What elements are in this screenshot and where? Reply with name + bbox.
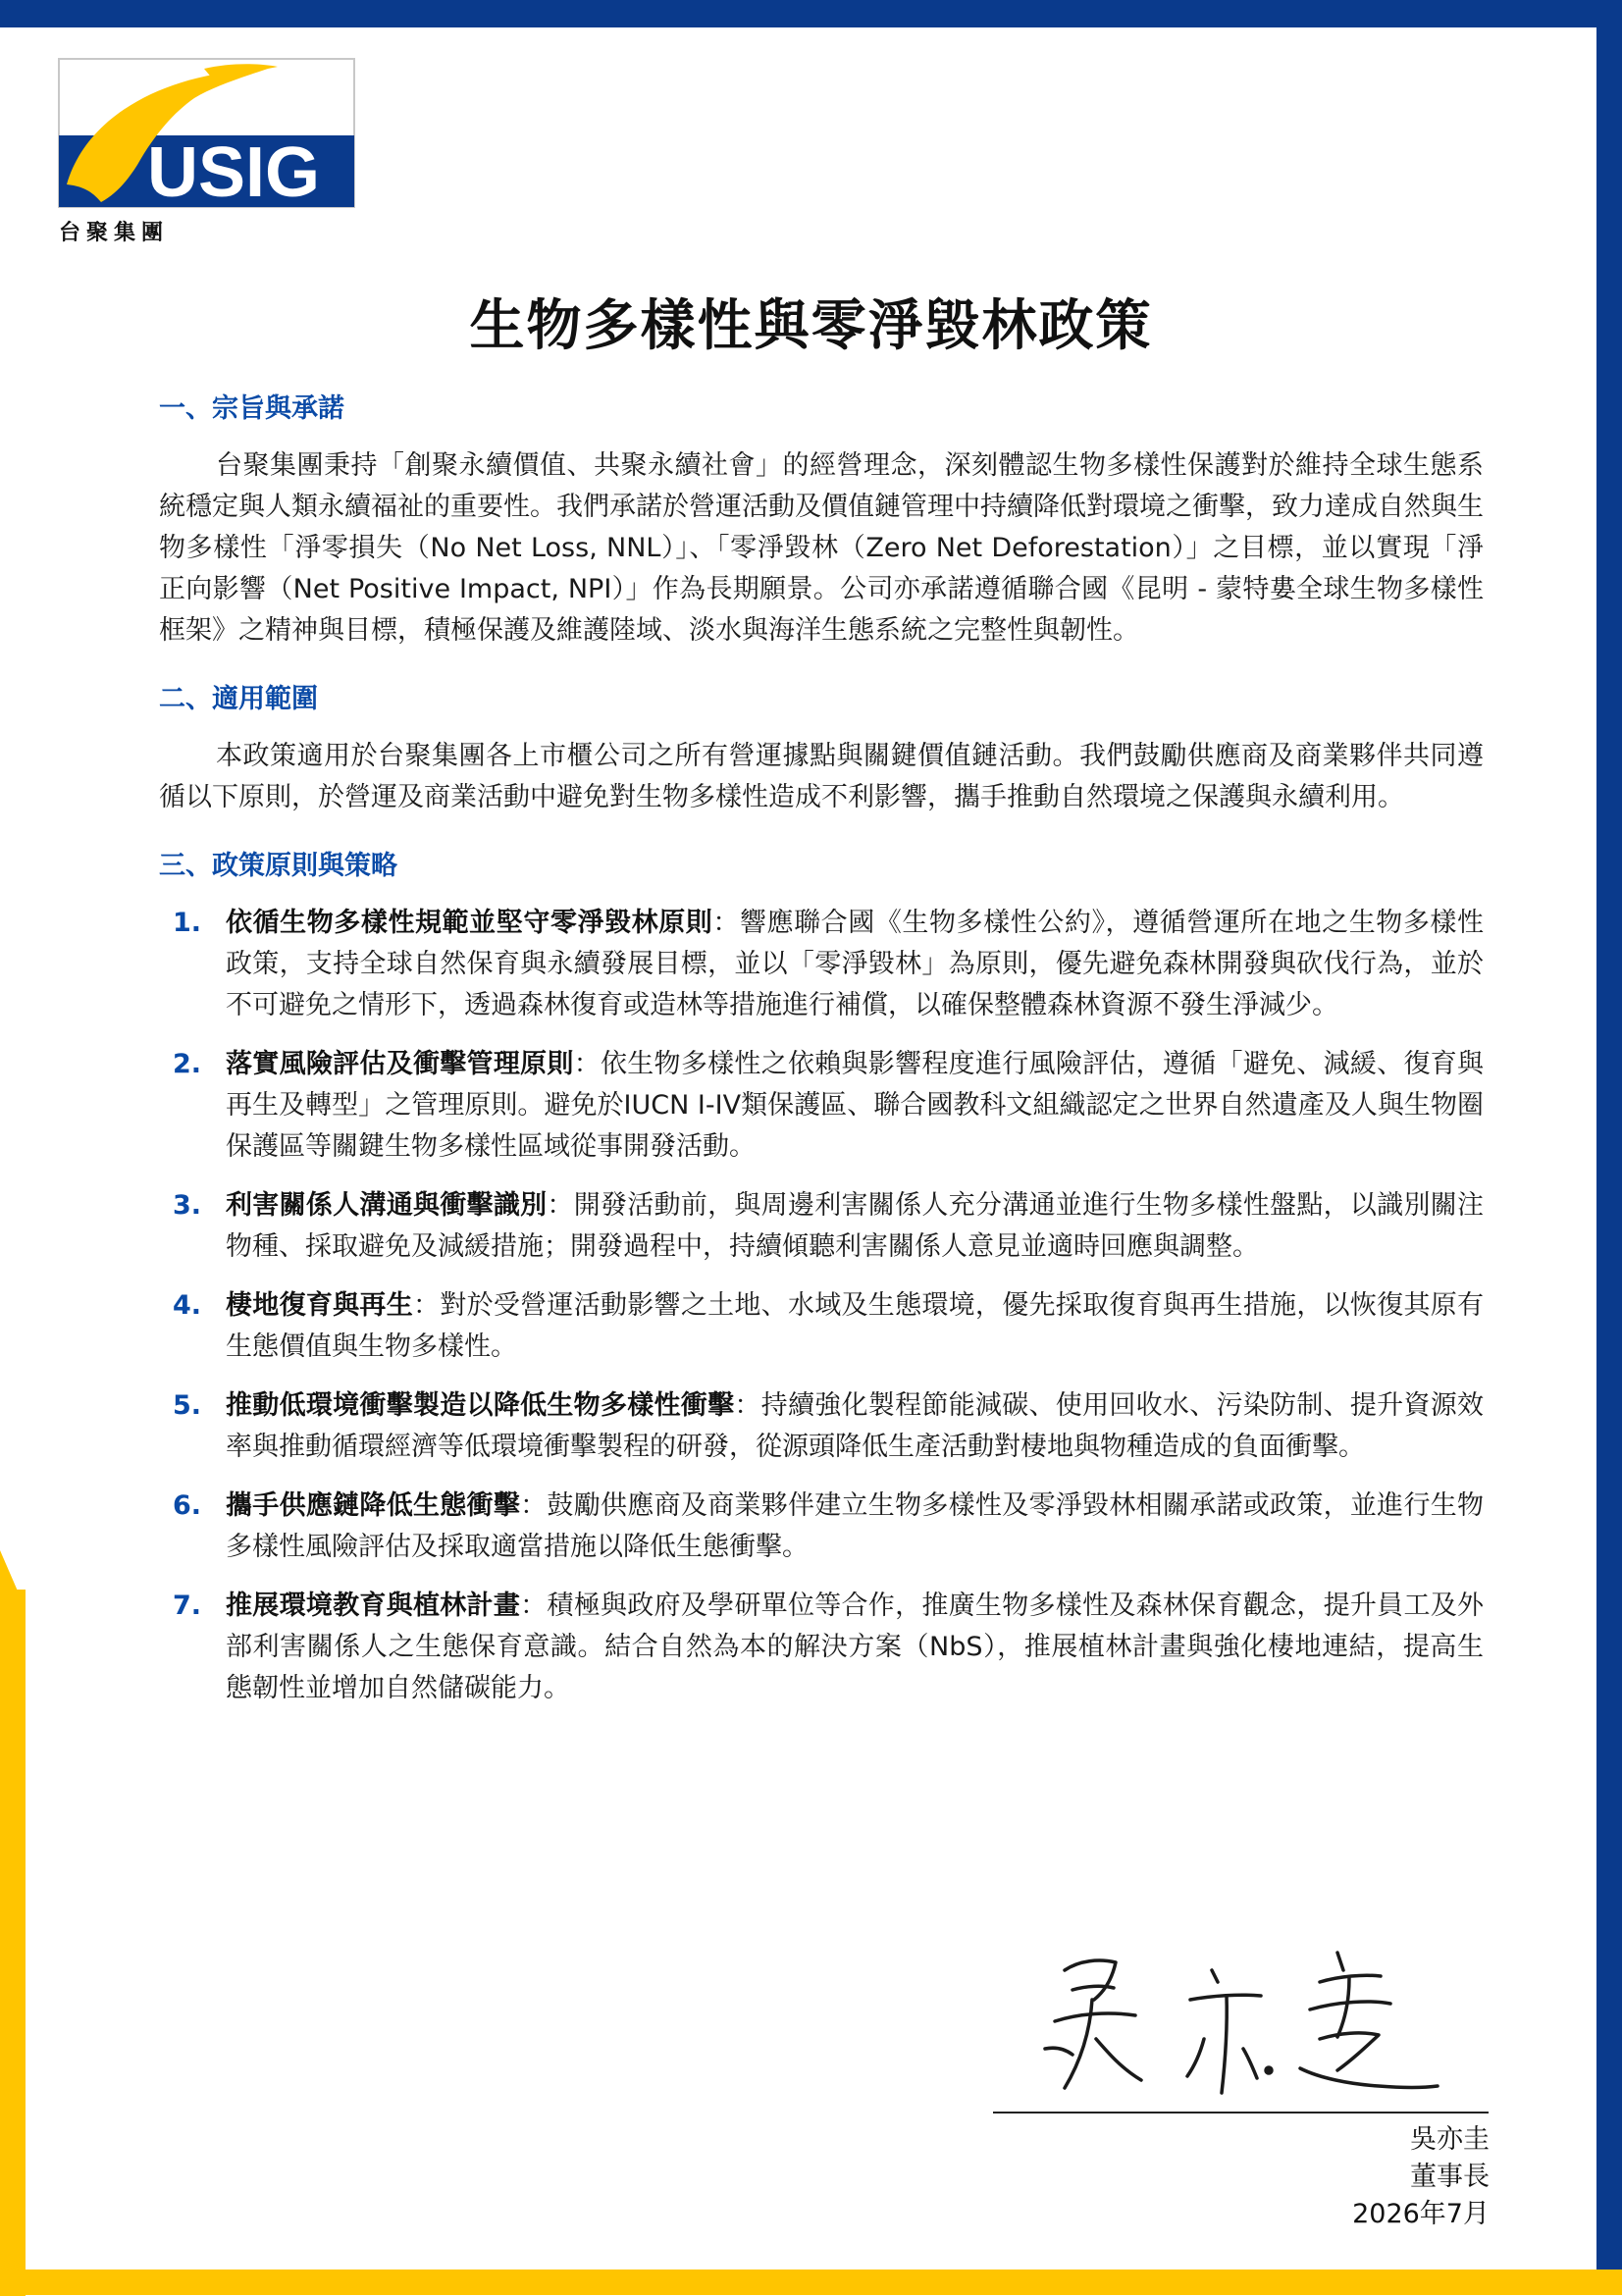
policy-number: 7. (173, 1591, 202, 1621)
signer-name: 吳亦圭 (1410, 2124, 1490, 2155)
policy-title: 推動低環境衝擊製造以降低生物多樣性衝擊 (226, 1390, 735, 1421)
policy-number: 4. (173, 1290, 202, 1321)
policy-list (159, 903, 1484, 1709)
policy-number: 5. (173, 1390, 202, 1421)
policy-number: 1. (173, 908, 202, 938)
policy-separator: ： (412, 1290, 441, 1321)
policy-title: 依循生物多樣性規範並堅守零淨毀林原則 (226, 908, 713, 938)
policy-separator: ： (734, 1390, 761, 1421)
handwritten-signature (1025, 1931, 1457, 2117)
policy-item-7 (159, 1586, 1484, 1709)
frame-left-border (0, 1590, 26, 2296)
section-heading-principles: 三、政策原則與策略 (159, 851, 397, 881)
section-heading-purpose: 一、宗旨與承諾 (159, 393, 344, 424)
policy-separator: ： (573, 1049, 601, 1079)
policy-separator: ： (520, 1591, 548, 1621)
policy-separator: ： (520, 1490, 548, 1521)
policy-text: 對於受營運活動影響之土地、水域及生態環境，優先採取復育與再生措施，以恢復其原有生態價值與生物多樣性。 (226, 1290, 1485, 1362)
policy-content (159, 391, 1484, 1727)
policy-item-4 (159, 1285, 1484, 1368)
section-heading-scope: 二、適用範圍 (159, 684, 318, 714)
signer-position: 董事長 (1410, 2162, 1490, 2192)
policy-title: 利害關係人溝通與衝擊識別 (226, 1190, 548, 1221)
policy-text: 鼓勵供應商及商業夥伴建立生物多樣性及零淨毀林相關承諾或政策，並進行生物多樣性風險評估及採取適當措施以降低生態衝擊。 (226, 1490, 1485, 1562)
policy-separator: ： (712, 908, 740, 938)
frame-top-border (0, 0, 1622, 27)
policy-title: 推展環境教育與植林計畫 (226, 1591, 521, 1621)
policy-item-1 (159, 903, 1484, 1026)
policy-item-2 (159, 1044, 1484, 1168)
logo-company-name: 台聚集團 (59, 220, 170, 245)
document-title: 生物多樣性與零淨毀林政策 (469, 294, 1153, 358)
policy-text: 響應聯合國《生物多樣性公約》，遵循營運所在地之生物多樣性政策，支持全球自然保育與永續發展目標，並以「零淨毀林」為原則，優先避免森林開發與砍伐行為，並於不可避免之情形下，透過森林復育或造林等措施進行補償，以確保整體森林資源不發生淨減少。 (226, 908, 1485, 1020)
policy-item-3 (159, 1185, 1484, 1268)
policy-title: 落實風險評估及衝擊管理原則 (226, 1049, 574, 1079)
policy-number: 3. (173, 1190, 202, 1221)
signoff-block (1276, 2121, 1490, 2233)
signature-line (993, 2112, 1489, 2113)
policy-item-6 (159, 1486, 1484, 1568)
policy-separator: ： (547, 1190, 574, 1221)
logo-brand-text: USIG (147, 133, 321, 209)
policy-text: 持續強化製程節能減碳、使用回收水、污染防制、提升資源效率與推動循環經濟等低環境衝擊製程的研發，從源頭降低生產活動對棲地與物種造成的負面衝擊。 (226, 1390, 1485, 1462)
section-paragraph-scope: 本政策適用於台聚集團各上市櫃公司之所有營運據點與關鍵價值鏈活動。我們鼓勵供應商及商業夥伴共同遵循以下原則，於營運及商業活動中避免對生物多樣性造成不利影響，攜手推動自然環境之保護與永續利用。 (159, 741, 1484, 812)
section-paragraph-purpose: 台聚集團秉持「創聚永續價值、共聚永續社會」的經營理念，深刻體認生物多樣性保護對於維持全球生態系統穩定與人類永續福祉的重要性。我們承諾於營運活動及價值鏈管理中持續降低對環境之衝擊，致力達成自然與生物多樣性「淨零損失（No Net Loss, NNL）」、「零淨毀林（Zero Net Deforestation）」之目標，並以實現「淨正向影響（Net Positive Impact, NPI）」作為長期願景。公司亦承諾遵循聯合國《昆明 - 蒙特婁全球生物多樣性框架》之精神與目標，積極保護及維護陸域、淡水與海洋生態系統之完整性與韌性。 (159, 450, 1484, 646)
company-logo (57, 57, 356, 209)
policy-text: 開發活動前，與周邊利害關係人充分溝通並進行生物多樣性盤點，以識別關注物種、採取避免及減緩措施；開發過程中，持續傾聽利害關係人意見並適時回應與調整。 (226, 1190, 1485, 1262)
policy-item-5 (159, 1385, 1484, 1468)
policy-number: 2. (173, 1049, 202, 1079)
policy-number: 6. (173, 1490, 202, 1521)
policy-title: 棲地復育與再生 (226, 1290, 413, 1321)
policy-text: 積極與政府及學研單位等合作，推廣生物多樣性及森林保育觀念，提升員工及外部利害關係人之生態保育意識。結合自然為本的解決方案（NbS），推展植林計畫與強化棲地連結，提高生態韌性並增加自然儲碳能力。 (226, 1591, 1485, 1703)
frame-bottom-border (0, 2270, 1622, 2295)
policy-title: 攜手供應鏈降低生態衝擊 (226, 1490, 521, 1521)
signoff-date: 2026年7月 (1352, 2199, 1490, 2229)
policy-text: 依生物多樣性之依賴與影響程度進行風險評估，遵循「避免、減緩、復育與再生及轉型」之管理原則。避免於IUCN I-IV類保護區、聯合國教科文組織認定之世界自然遺產及人與生物圈保護區等關鍵生物多樣性區域從事開發活動。 (226, 1049, 1485, 1162)
